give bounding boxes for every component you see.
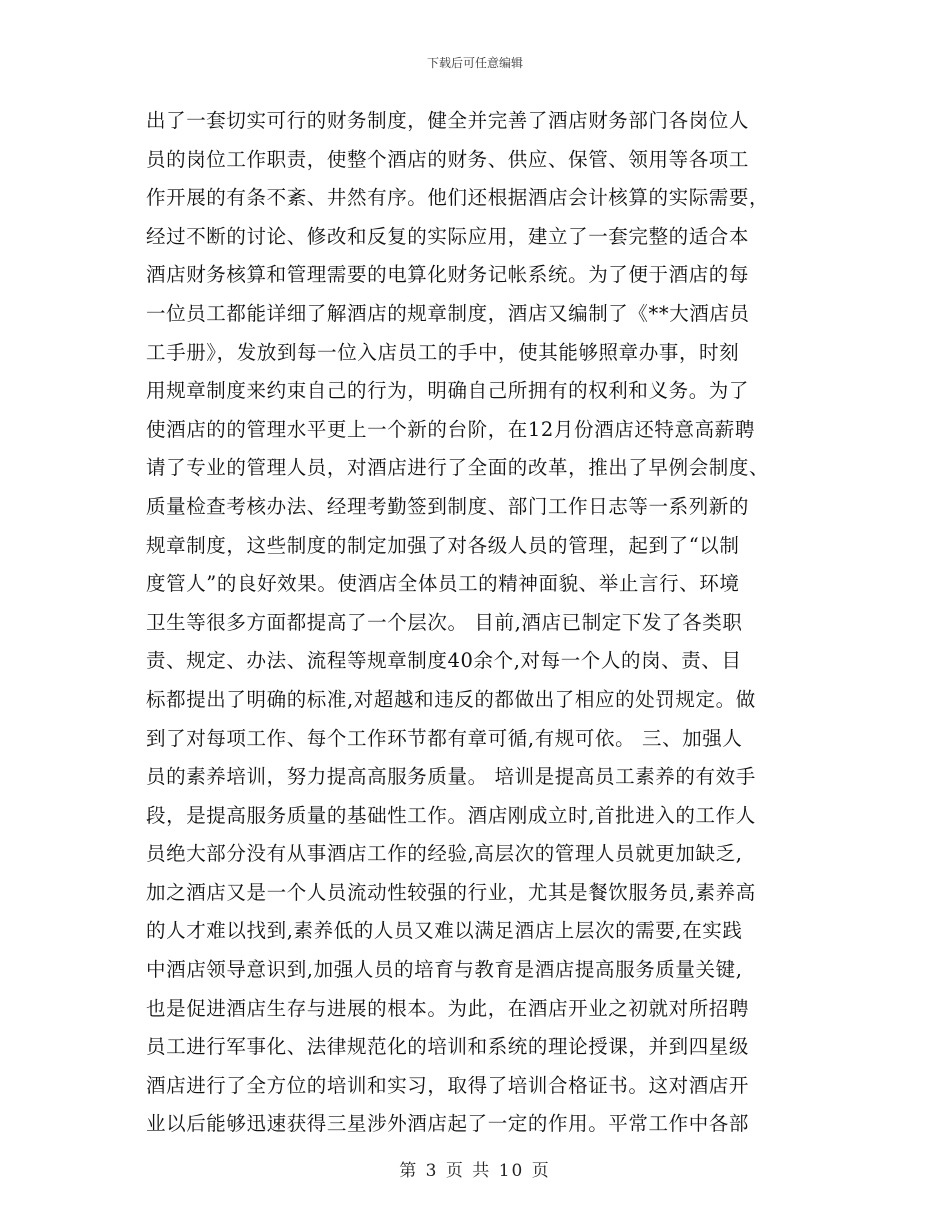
text-line: 员工进行军事化、法律规范化的培训和系统的理论授课，并到四星级 [146, 1035, 750, 1059]
text-line: 用规章制度来约束自己的行为，明确自己所拥有的权利和义务。为了 [146, 379, 750, 403]
text-line: 请了专业的管理人员，对酒店进行了全面的改革，推出了早例会制度、 [146, 456, 770, 480]
text-line: 规章制度，这些制度的制定加强了对各级人员的管理，起到了“以制 [146, 533, 740, 557]
text-line: 出了一套切实可行的财务制度，健全并完善了酒店财务部门各岗位人 [146, 109, 750, 132]
text-line: 员绝大部分没有从事酒店工作的经验,高层次的管理人员就更加缺乏, [146, 842, 743, 866]
text-line: 经过不断的讨论、修改和反复的实际应用，建立了一套完整的适合本 [146, 224, 750, 248]
text-line: 加之酒店又是一个人员流动性较强的行业，尤其是餐饮服务员,素养高 [146, 880, 756, 904]
page-footer: 第 3 页 共 10 页 [399, 1161, 551, 1181]
text-line: 酒店进行了全方位的培训和实习，取得了培训合格证书。这对酒店开 [146, 1073, 750, 1097]
text-line: 员的素养培训，努力提高高服务质量。 培训是提高员工素养的有效手 [146, 765, 756, 789]
text-line: 也是促进酒店生存与进展的根本。为此，在酒店开业之初就对所招聘 [146, 996, 750, 1020]
text-line: 的人才难以找到,素养低的人员又难以满足酒店上层次的需要,在实践 [146, 919, 743, 943]
text-line: 员的岗位工作职责，使整个酒店的财务、供应、保管、领用等各项工 [146, 147, 750, 171]
body-text [146, 102, 806, 1144]
text-line: 到了对每项工作、每个工作环节都有章可循,有规可依。 三、加强人 [146, 726, 743, 750]
text-line: 作开展的有条不紊、井然有序。他们还根据酒店会计核算的实际需要， [146, 186, 770, 210]
text-line: 使酒店的的管理水平更上一个新的台阶，在12月份酒店还特意高薪聘 [146, 417, 755, 441]
text-line: 责、规定、办法、流程等规章制度40余个,对每一个人的岗、责、目 [146, 649, 742, 673]
text-line: 段，是提高服务质量的基础性工作。酒店刚成立时,首批进入的工作人 [146, 803, 756, 827]
text-line: 一位员工都能详细了解酒店的规章制度，酒店又编制了《**大酒店员 [146, 301, 750, 325]
text-line: 酒店财务核算和管理需要的电算化财务记帐系统。为了便于酒店的每 [146, 263, 750, 287]
text-line: 工手册》，发放到每一位入店员工的手中，使其能够照章办事，时刻 [146, 340, 740, 364]
text-line: 卫生等很多方面都提高了一个层次。 目前,酒店已制定下发了各类职 [146, 610, 743, 634]
page-header: 下载后可任意编辑 [426, 56, 523, 70]
text-line: 质量检查考核办法、经理考勤签到制度、部门工作日志等一系列新的 [146, 494, 750, 518]
text-line: 标都提出了明确的标准,对超越和违反的都做出了相应的处罚规定。做 [146, 687, 756, 711]
text-line: 中酒店领导意识到,加强人员的培育与教育是酒店提高服务质量关键, [146, 958, 743, 982]
text-line: 度管人”的良好效果。使酒店全体员工的精神面貌、举止言行、环境 [146, 572, 740, 596]
text-line: 业以后能够迅速获得三星涉外酒店起了一定的作用。平常工作中各部 [146, 1112, 750, 1136]
